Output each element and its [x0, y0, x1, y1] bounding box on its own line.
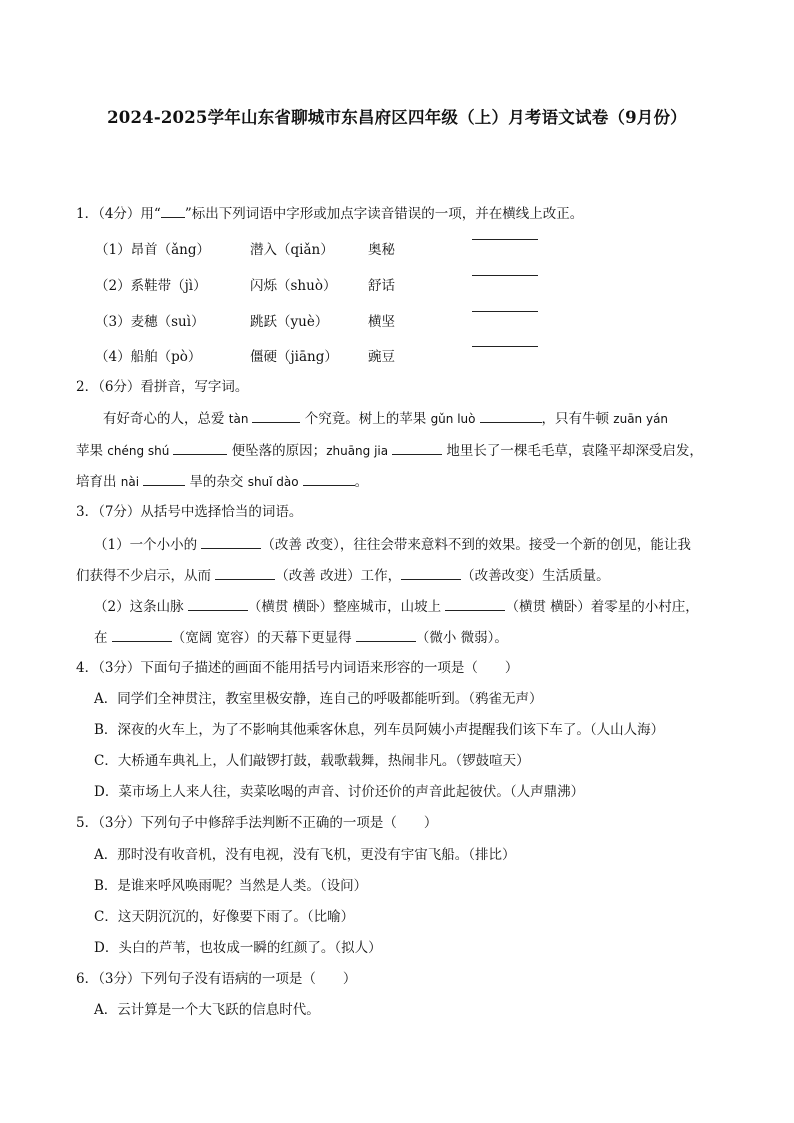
q2-blank-1[interactable]	[252, 409, 300, 423]
q5-option-d[interactable]: D．头白的芦苇，也妆成一瞬的红颜了。（拟人）	[94, 940, 382, 956]
q3-blank-5[interactable]	[445, 597, 505, 611]
q3-text: 们获得不少启示，从而	[76, 568, 216, 584]
q2-stem: 2．（6分）看拼音，写字词。	[76, 379, 249, 395]
q4-stem: 4．（3分）下面句子描述的画面不能用括号内词语来形容的一项是（ ）	[76, 660, 519, 676]
q5-option-c[interactable]: C．这天阴沉沉的，好像要下雨了。（比喻）	[94, 909, 355, 925]
q4-option-d[interactable]: D．菜市场上人来人往，卖菜吆喝的声音、讨价还价的声音此起彼伏。（人声鼎沸）	[94, 784, 585, 800]
q1-row2-answer-blank[interactable]	[472, 275, 538, 276]
q1-row4-answer-blank[interactable]	[472, 346, 538, 347]
q1-row4-item-c: 豌豆	[368, 349, 395, 365]
q5-option-a[interactable]: A．那时没有收音机，没有电视，没有飞机，更没有宇宙飞船。（排比）	[94, 847, 516, 863]
q2-blank-5[interactable]	[143, 472, 185, 486]
q2-line-1	[103, 409, 668, 428]
q4-option-c[interactable]: C．大桥通车典礼上，人们敲锣打鼓，载歌载舞，热闹非凡。（锣鼓喧天）	[94, 753, 530, 769]
q3-text: （1）一个小小的	[94, 537, 202, 553]
q5-option-b[interactable]: B．是谁来呼风唤雨呢？当然是人类。（设问）	[94, 878, 368, 894]
q2-pinyin-shuidao: shuǐ dào	[247, 475, 299, 489]
q2-pinyin-nai: nài	[120, 475, 140, 489]
q3-text: （2）这条山脉	[94, 599, 188, 615]
q3-text: （横贯 横卧）着零星的小村庄，	[505, 599, 699, 615]
q2-pinyin-chengshu: chéng shú	[107, 444, 170, 458]
q1-row1-item-b: 潜入（qiǎn）	[250, 242, 334, 258]
q1-row1-item-c: 奥秘	[368, 242, 395, 258]
q3-text: 在	[94, 630, 112, 646]
q1-row3-item-b: 跳跃（yuè）	[250, 314, 329, 330]
q1-row3-item-c: 横坚	[368, 314, 395, 330]
q3-line-3	[94, 597, 699, 616]
q2-line-3	[76, 472, 368, 491]
exam-title: 2024-2025学年山东省聊城市东昌府区四年级（上）月考语文试卷（9月份）	[107, 108, 687, 127]
q4-option-b[interactable]: B．深夜的火车上，为了不影响其他乘客休息，列车员阿姨小声提醒我们该下车了。（人山人海）	[94, 722, 665, 738]
q2-text: 有好奇心的人，总爱	[103, 411, 229, 427]
q6-option-a[interactable]: A．云计算是一个大飞跃的信息时代。	[94, 1002, 320, 1018]
q2-blank-4[interactable]	[392, 441, 442, 455]
q1-row2-item-b: 闪烁（shuò）	[250, 278, 337, 294]
q4-option-a[interactable]: A．同学们全神贯注，教室里极安静，连自己的呼吸都能听到。（鸦雀无声）	[94, 691, 543, 707]
q1-row1-answer-blank[interactable]	[472, 239, 538, 240]
q2-text: 培育出	[76, 474, 121, 490]
q3-text: （宽阔 宽容）的天幕下更显得	[171, 630, 356, 646]
q2-pinyin-gunluo: gǔn luò	[430, 412, 476, 426]
q1-stem	[76, 205, 583, 223]
q1-row1-item-a: （1）昂首（ǎng）	[95, 242, 210, 258]
q1-row4-item-a: （4）船舶（pò）	[95, 349, 202, 365]
q2-text: ，只有牛顿	[541, 411, 614, 427]
mark-blank	[161, 205, 185, 218]
q2-text: 个究竟。树上的苹果	[300, 411, 431, 427]
q3-blank-1[interactable]	[201, 535, 261, 549]
q1-row3-answer-blank[interactable]	[472, 311, 538, 312]
q3-text: （改善 改变），往往会带来意料不到的效果。接受一个新的创见，能让我	[261, 537, 691, 553]
q1-stem-part-a: 1．（4分）用“	[76, 206, 161, 222]
q2-blank-6[interactable]	[303, 472, 355, 486]
q3-text: （横贯 横卧）整座城市，山坡上	[247, 599, 446, 615]
q1-row2-item-a: （2）系鞋带（jì）	[95, 278, 207, 294]
q3-line-2	[76, 566, 610, 585]
q2-blank-3[interactable]	[173, 441, 227, 455]
q2-text: 。	[354, 474, 369, 490]
q3-blank-4[interactable]	[188, 597, 248, 611]
q3-line-1	[94, 535, 691, 554]
q3-blank-6[interactable]	[112, 628, 172, 642]
q1-stem-part-b: ”标出下列词语中字形或加点字读音错误的一项，并在横线上改正。	[184, 206, 584, 222]
q1-row3-item-a: （3）麦穗（suì）	[95, 314, 205, 330]
q3-text: （改善 改进）工作，	[275, 568, 402, 584]
q6-stem: 6．（3分）下列句子没有语病的一项是（ ）	[76, 971, 357, 987]
q3-blank-3[interactable]	[401, 566, 461, 580]
q3-blank-2[interactable]	[215, 566, 275, 580]
q2-line-2	[76, 441, 703, 460]
q2-text: 苹果	[76, 443, 108, 459]
q2-pinyin-zuanyan: zuān yán	[613, 412, 669, 426]
q3-blank-7[interactable]	[356, 628, 416, 642]
q2-pinyin-tan: tàn	[228, 412, 249, 426]
q2-blank-2[interactable]	[480, 409, 542, 423]
q3-text: （改善改变）生活质量。	[461, 568, 610, 584]
q2-text: 地里长了一棵毛毛草，袁隆平却深受启发，	[442, 443, 703, 459]
q1-row4-item-b: 僵硬（jiāng）	[250, 349, 338, 365]
q2-pinyin-zhuangjia: zhuāng jia	[326, 444, 389, 458]
q1-row2-item-c: 舒话	[368, 278, 395, 294]
q2-text: 便坠落的原因；	[227, 443, 327, 459]
q3-text: （微小 微弱）。	[415, 630, 508, 646]
q3-stem: 3．（7分）从括号中选择恰当的词语。	[76, 504, 303, 520]
q2-text: 旱的杂交	[185, 474, 248, 490]
q5-stem: 5．（3分）下列句子中修辞手法判断不正确的一项是（ ）	[76, 815, 438, 831]
q3-line-4	[94, 628, 508, 647]
